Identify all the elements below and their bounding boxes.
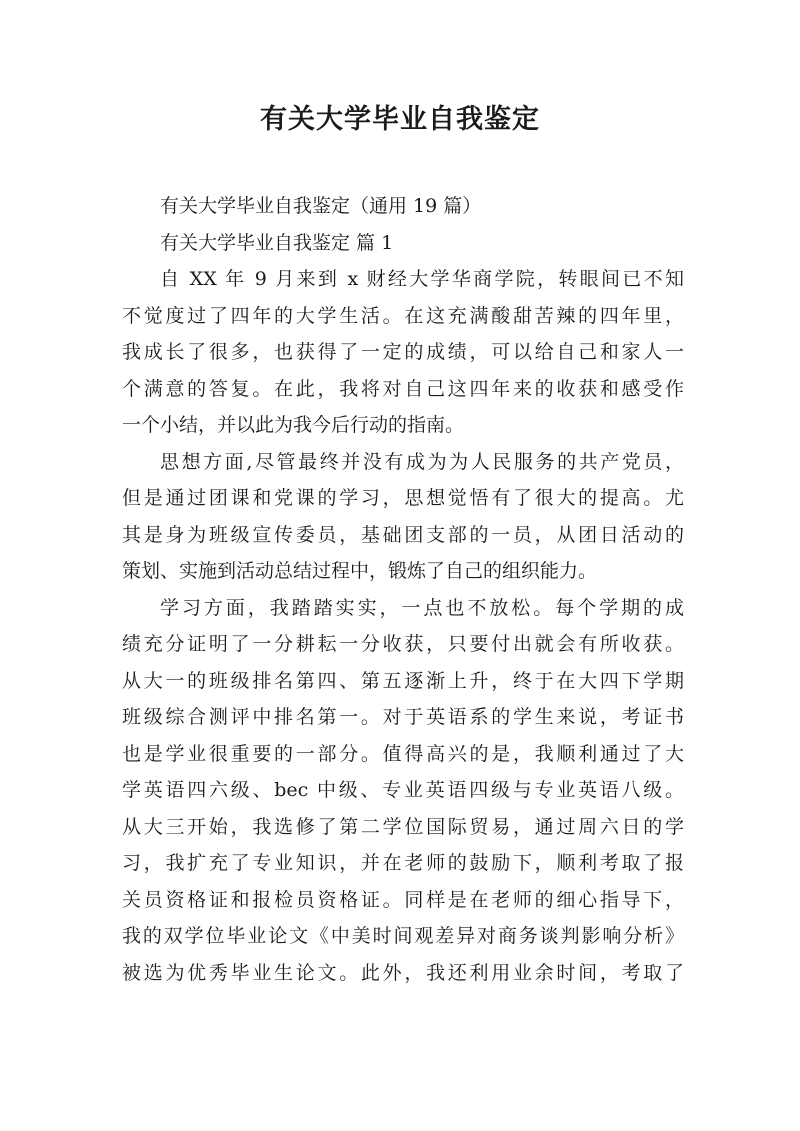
paragraph-line: 关员资格证和报检员资格证。同样是在老师的细心指导下， (122, 888, 684, 911)
paragraph-line: 但是通过团课和党课的学习，思想觉悟有了很大的提高。尤 (122, 487, 684, 509)
paragraph-line: 班级综合测评中排名第一。对于英语系的学生来说，考证书 (122, 706, 684, 728)
paragraph-line: 策划、实施到活动总结过程中，锻炼了自己的组织能力。 (122, 560, 598, 582)
document-title: 有关大学毕业自我鉴定 (260, 104, 540, 135)
paragraph-line: 个满意的答复。在此，我将对自己这四年来的收获和感受作 (122, 377, 684, 400)
document-body (122, 188, 684, 991)
section-heading: 有关大学毕业自我鉴定 篇 1 (160, 231, 394, 254)
paragraph-line: 习，我扩充了专业知识，并在老师的鼓励下，顺利考取了报 (122, 852, 684, 874)
paragraph-line: 从大一的班级排名第四、第五逐渐上升，终于在大四下学期 (122, 669, 684, 692)
paragraph-line: 也是学业很重要的一部分。值得高兴的是，我顺利通过了大 (122, 742, 684, 765)
document-subtitle: 有关大学毕业自我鉴定（通用 19 篇） (160, 195, 482, 217)
paragraph-line: 从大三开始，我选修了第二学位国际贸易，通过周六日的学 (122, 815, 684, 838)
paragraph-line: 学习方面，我踏踏实实，一点也不放松。每个学期的成 (160, 596, 684, 619)
paragraph-line: 绩充分证明了一分耕耘一分收获，只要付出就会有所收获。 (122, 633, 684, 655)
paragraph-3 (122, 590, 684, 992)
paragraph-line: 我成长了很多，也获得了一定的成绩，可以给自己和家人一 (122, 341, 684, 363)
paragraph-line: 思想方面,尽管最终并没有成为为人民服务的共产党员， (160, 450, 684, 473)
paragraph-line: 学英语四六级、bec 中级、专业英语四级与专业英语八级。 (122, 779, 684, 801)
paragraph-line: 不觉度过了四年的大学生活。在这充满酸甜苦辣的四年里， (122, 304, 684, 327)
paragraph-line: 自 XX 年 9 月来到 x 财经大学华商学院，转眼间已不知 (160, 268, 684, 290)
paragraph-line: 一个小结，并以此为我今后行动的指南。 (122, 414, 465, 436)
paragraph-2 (122, 444, 684, 590)
paragraph-line: 我的双学位毕业论文《中美时间观差异对商务谈判影响分析》 (122, 925, 684, 947)
paragraph-line: 被选为优秀毕业生论文。此外，我还利用业余时间，考取了 (122, 961, 684, 984)
paragraph-line: 其是身为班级宣传委员，基础团支部的一员，从团日活动的 (122, 523, 684, 546)
paragraph-1 (122, 261, 684, 444)
